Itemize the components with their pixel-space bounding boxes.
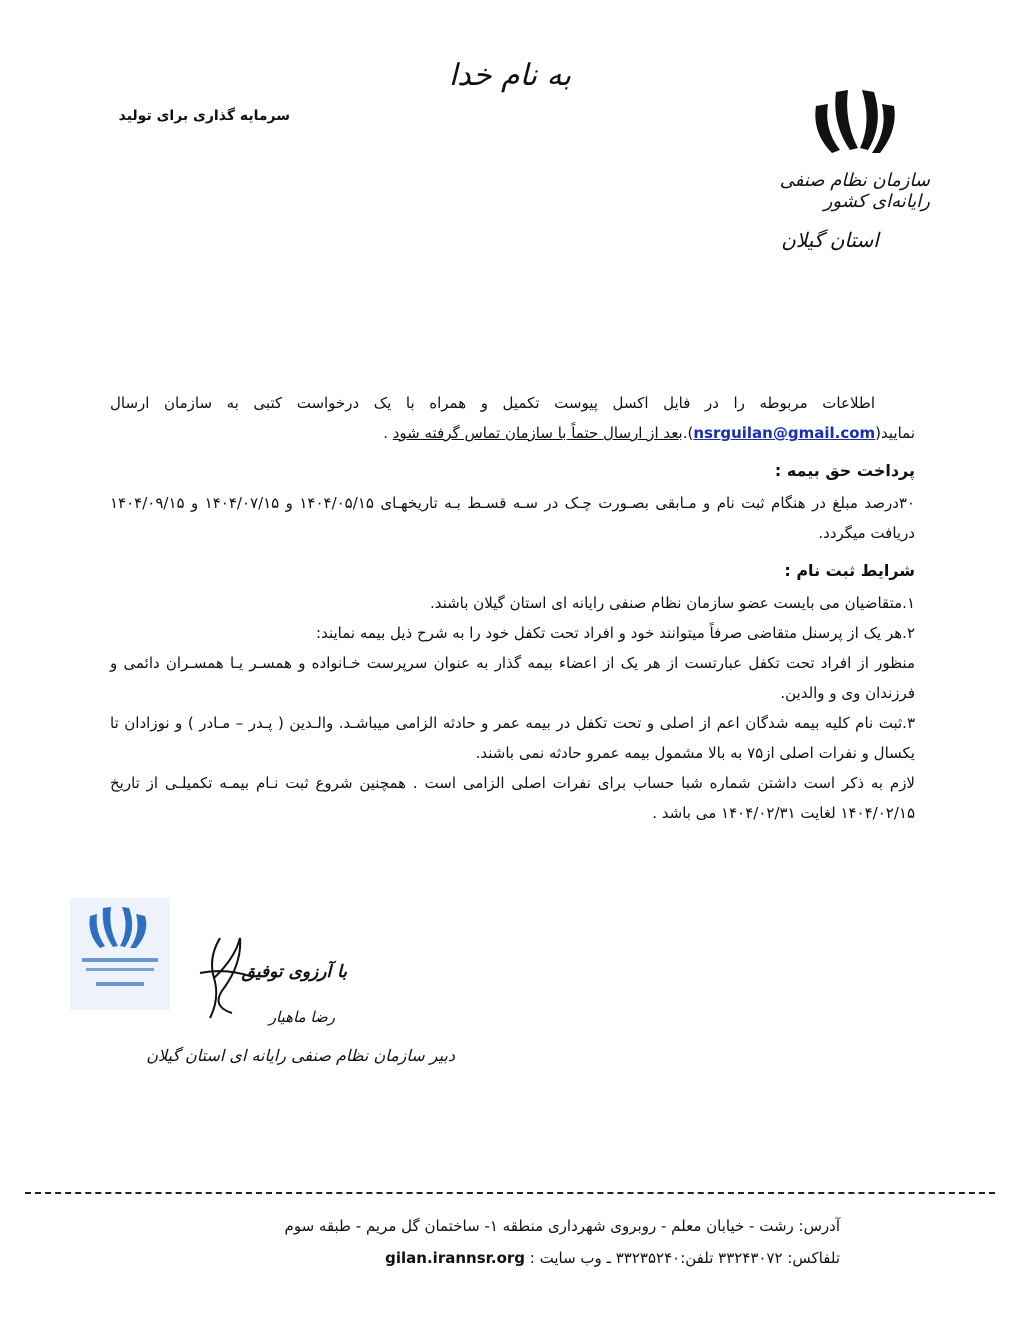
condition-3-note: لازم به ذکر است داشتن شماره شبا حساب برای نفرات اصلی الزامی است . همچنین شروع ثبت نـام بیمـه تکمیلـی از تاریخ ۱۴۰۴/۰۲/۱۵ لغایت ۱۴۰۴/۰۲/۳۱ می باشد . — [110, 774, 915, 822]
email-link[interactable]: nsrguilan@gmail.com — [693, 424, 876, 442]
website-link[interactable]: gilan.irannsr.org — [385, 1249, 526, 1267]
condition-2: ۲.هر یک از پرسنل متقاضی صرفاً میتوانند خود و افراد تحت تکفل خود را به شرح ذیل بیمه نمایند: — [316, 624, 915, 642]
signer-name: رضا ماهیار — [268, 1008, 335, 1026]
stamp-icon — [70, 898, 170, 1010]
basmala: به نام خدا — [448, 58, 572, 93]
intro-paren: ). — [682, 424, 694, 442]
intro-end: . — [383, 424, 393, 442]
conditions-heading: شرایط ثبت نام : — [784, 561, 915, 580]
footer — [200, 1210, 840, 1274]
letter-body — [110, 388, 915, 828]
slogan-title: سرمایه گذاری برای تولید — [118, 108, 290, 124]
condition-2-detail: منظور از افراد تحت تکفل عبارتست از هر یک از اعضاء بیمه گذار به عنوان سرپرست خـانواده و همسـر یـا همسـران دائمی و فرزندان وی و والدین. — [110, 654, 915, 702]
intro-contact-note: بعد از ارسال حتماً با سازمان تماس گرفته شود — [392, 424, 683, 442]
footer-address: آدرس: رشت - خیابان معلم - روبروی شهرداری منطقه ۱- ساختمان گل مریم - طبقه سوم — [284, 1217, 840, 1235]
org-name: سازمان نظام صنفی رایانه‌ای کشور — [779, 170, 930, 212]
condition-1: ۱.متقاضیان می بایست عضو سازمان نظام صنفی رایانه ای استان گیلان باشند. — [429, 594, 915, 612]
org-logo-icon — [810, 78, 900, 158]
signer-title: دبیر سازمان نظام صنفی رایانه ای استان گیلان — [146, 1046, 455, 1065]
payment-text: ۳۰درصد مبلغ در هنگام ثبت نام و مـابقی بصـورت چـک در سـه قسـط بـه تاریخهـای ۱۴۰۴/۰۵/۱۵ و ۱۴۰۴/۰۷/۱۵ و ۱۴۰۴/۰۹/۱۵ دریافت میگردد. — [110, 494, 915, 542]
org-province: استان گیلان — [781, 228, 879, 252]
intro-text: اطلاعات مربوطه را در فایل اکسل پیوست تکمیل و همراه با یک درخواست کتبی به سازمان ارسال نمایید( — [110, 394, 915, 442]
condition-3: ۳.ثبت نام کلیه بیمه شدگان اعم از اصلی و تحت تکفل در بیمه عمر و حادثه الزامی میباشـد. والـدین ( پـدر – مـادر ) و نوزادان تا یکسال و نفرات اصلی از۷۵ به بالا مشمول بیمه عمرو حادثه نمی باشند. — [110, 714, 915, 762]
footer-contact — [200, 1242, 840, 1274]
footer-phones: تلفاکس: ۳۳۲۴۳۰۷۲ تلفن:۳۳۲۳۵۲۴۰ ـ وب سایت : — [525, 1249, 840, 1267]
signature-wish: با آرزوی توفیق — [241, 962, 347, 982]
footer-divider — [25, 1192, 995, 1194]
intro-paragraph — [110, 388, 915, 448]
payment-heading: پرداخت حق بیمه : — [774, 461, 915, 480]
